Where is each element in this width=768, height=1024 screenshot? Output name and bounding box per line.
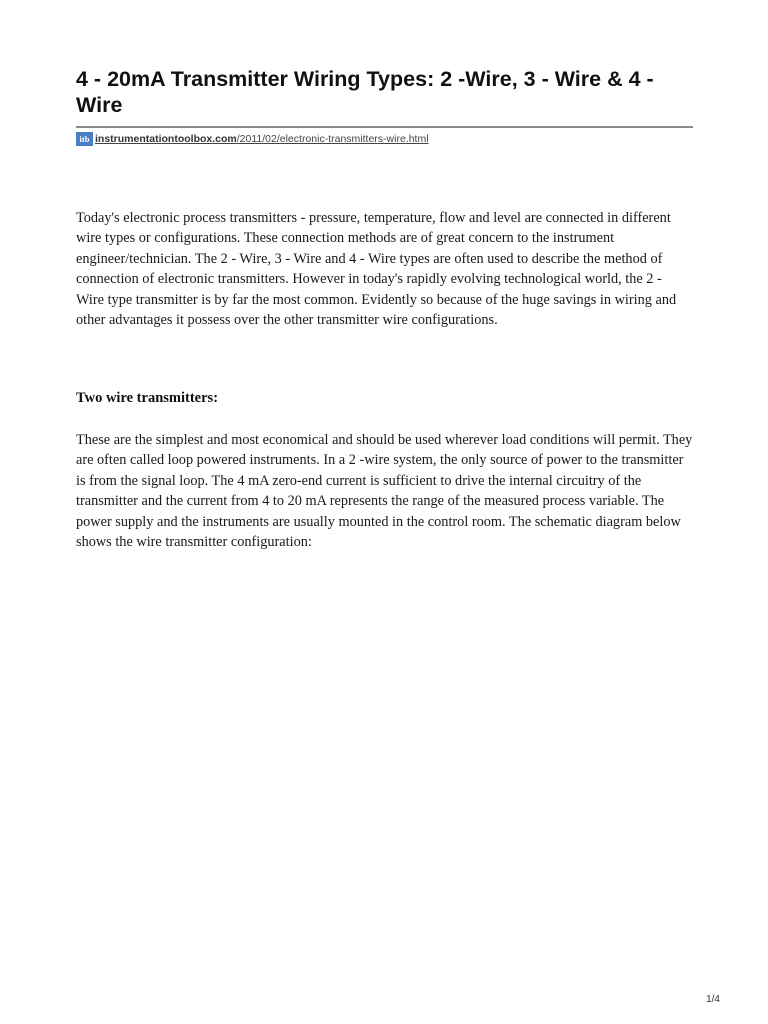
source-path: /2011/02/electronic-transmitters-wire.html [236,133,429,145]
intro-paragraph: Today's electronic process transmitters - pressure, temperature, flow and level are connected in different wire types or configurations. These connection methods are of great concern to the instrument engineer/technician. The 2 - Wire, 3 - Wire and 4 - Wire types are often used to describe the method of connection of electronic transmitters. However in today's rapidly evolving technological world, the 2 - Wire type transmitter is by far the most common. Evidently so because of the huge savings in wiring and other advantages it possess over the other transmitter wire configurations. [76,210,677,329]
two-wire-paragraph: These are the simplest and most economical and should be used wherever load conditions will permit. They are often called loop powered instruments. In a 2 -wire system, the only source of power to the transmitter is from the signal loop. The 4 mA zero-end current is sufficient to drive the internal circuitry of the transmitter and the current from 4 to 20 mA represents the range of the measured process variable. The power supply and the instruments are usually mounted in the control room. The schematic diagram below shows the wire transmitter configuration: [76,432,693,551]
source-domain: instrumentationtoolbox.com [95,133,237,145]
section-heading-colon: : [213,390,219,406]
section-heading-text: Two wire transmitters [76,390,214,406]
page-title: 4 - 20mA Transmitter Wiring Types: 2 -Wire, 3 - Wire & 4 - Wire [76,67,654,117]
section-heading-two-wire [76,388,218,408]
page-number: 1/4 [706,994,720,1005]
site-favicon-icon: itb [76,132,93,146]
source-line [76,131,429,147]
source-url-link[interactable] [95,133,429,145]
title-divider [76,126,693,128]
